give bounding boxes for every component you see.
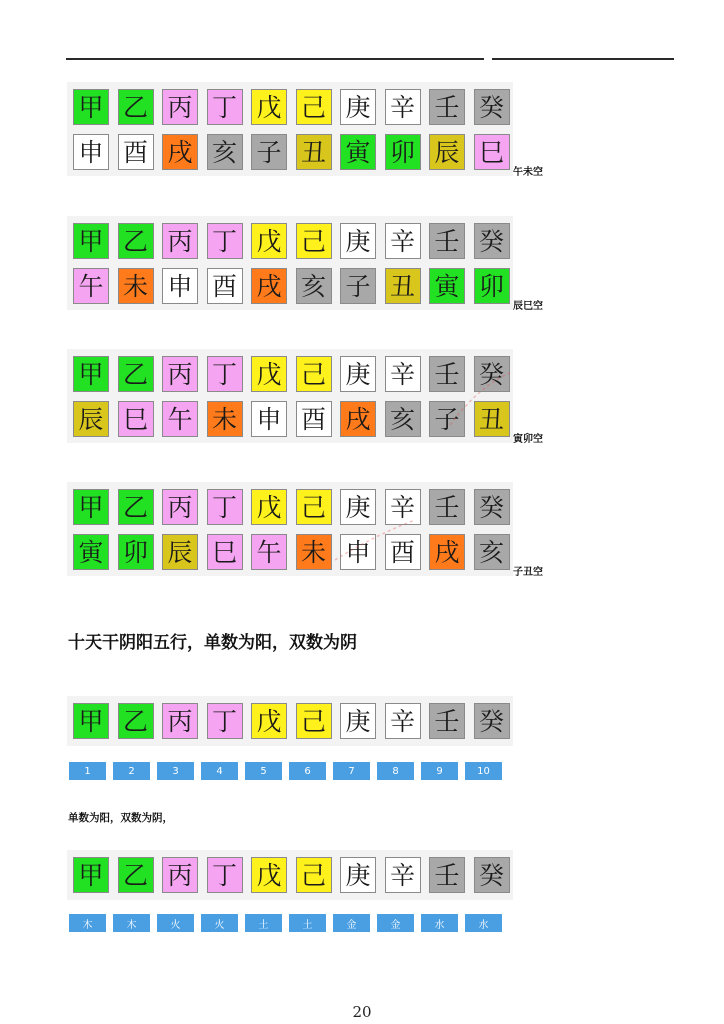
- stems-row: [73, 89, 510, 125]
- stem-cell: 辛: [385, 703, 421, 739]
- stem-cell: 甲: [73, 703, 109, 739]
- stem-cell: 戊: [251, 489, 287, 525]
- element-chip: 金: [377, 914, 414, 932]
- branch-cell: 卯: [385, 134, 421, 170]
- stem-cell: 戊: [251, 703, 287, 739]
- element-chip: 金: [333, 914, 370, 932]
- branch-cell: 酉: [385, 534, 421, 570]
- branch-cell: 子: [251, 134, 287, 170]
- element-chip: 火: [201, 914, 238, 932]
- stems-number-panel: [67, 696, 513, 746]
- number-chip: 1: [69, 762, 106, 780]
- stem-cell: 丙: [162, 703, 198, 739]
- branch-cell: 丑: [474, 401, 510, 437]
- xun-table: [67, 216, 513, 310]
- stem-cell: 甲: [73, 489, 109, 525]
- number-chip: 6: [289, 762, 326, 780]
- stem-cell: 丁: [207, 857, 243, 893]
- branch-cell: 酉: [118, 134, 154, 170]
- stem-cell: 乙: [118, 489, 154, 525]
- stem-cell: 丙: [162, 857, 198, 893]
- stem-cell: 己: [296, 223, 332, 259]
- element-chip: 木: [113, 914, 150, 932]
- stem-cell: 甲: [73, 223, 109, 259]
- parity-note: 单数为阳，双数为阴，: [68, 812, 173, 824]
- stem-cell: 甲: [73, 89, 109, 125]
- stem-cell: 癸: [474, 223, 510, 259]
- branch-cell: 未: [118, 268, 154, 304]
- branch-cell: 亥: [385, 401, 421, 437]
- number-chip: 4: [201, 762, 238, 780]
- element-labels-bar: [69, 914, 502, 932]
- empty-branches-label: 寅卯空: [513, 434, 543, 445]
- stem-cell: 己: [296, 703, 332, 739]
- header-rule-left: [66, 58, 484, 60]
- stem-cell: 癸: [474, 857, 510, 893]
- number-chip: 2: [113, 762, 150, 780]
- branch-cell: 酉: [296, 401, 332, 437]
- branch-cell: 辰: [429, 134, 465, 170]
- stem-cell: 辛: [385, 489, 421, 525]
- stem-cell: 庚: [340, 89, 376, 125]
- stem-cell: 辛: [385, 223, 421, 259]
- stem-cell: 癸: [474, 703, 510, 739]
- stem-cell: 丙: [162, 356, 198, 392]
- stem-cell: 丁: [207, 356, 243, 392]
- stem-cell: 庚: [340, 489, 376, 525]
- branch-cell: 辰: [73, 401, 109, 437]
- stem-cell: 乙: [118, 89, 154, 125]
- branch-cell: 申: [162, 268, 198, 304]
- xun-table: [67, 82, 513, 176]
- number-chip: 9: [421, 762, 458, 780]
- branch-cell: 寅: [73, 534, 109, 570]
- xun-table: [67, 349, 513, 443]
- branches-row: [73, 134, 510, 170]
- branch-cell: 酉: [207, 268, 243, 304]
- stem-cell: 壬: [429, 223, 465, 259]
- stem-cell: 己: [296, 489, 332, 525]
- stem-cell: 乙: [118, 703, 154, 739]
- branches-row: [73, 268, 510, 304]
- xun-table: [67, 482, 513, 576]
- branch-cell: 子: [429, 401, 465, 437]
- element-chip: 土: [289, 914, 326, 932]
- stem-cell: 壬: [429, 489, 465, 525]
- stem-cell: 辛: [385, 857, 421, 893]
- element-chip: 水: [465, 914, 502, 932]
- branches-row: [73, 401, 510, 437]
- empty-branches-label: 午未空: [513, 167, 543, 178]
- stem-cell: 癸: [474, 356, 510, 392]
- branch-cell: 戌: [429, 534, 465, 570]
- stems-row: [73, 703, 510, 739]
- stem-cell: 戊: [251, 223, 287, 259]
- stem-cell: 己: [296, 857, 332, 893]
- number-chip: 5: [245, 762, 282, 780]
- stem-cell: 庚: [340, 356, 376, 392]
- branch-cell: 寅: [429, 268, 465, 304]
- branch-cell: 巳: [207, 534, 243, 570]
- stem-cell: 丙: [162, 89, 198, 125]
- stem-cell: 癸: [474, 89, 510, 125]
- header-rule-right: [492, 58, 674, 60]
- branch-cell: 亥: [296, 268, 332, 304]
- stem-cell: 壬: [429, 857, 465, 893]
- section-heading: 十天干阴阳五行，单数为阳，双数为阴: [68, 633, 357, 653]
- branch-cell: 巳: [474, 134, 510, 170]
- stem-cell: 己: [296, 356, 332, 392]
- stems-row: [73, 223, 510, 259]
- number-chip: 3: [157, 762, 194, 780]
- stem-cell: 庚: [340, 223, 376, 259]
- branch-cell: 亥: [474, 534, 510, 570]
- branch-cell: 巳: [118, 401, 154, 437]
- stem-cell: 戊: [251, 857, 287, 893]
- stem-cell: 庚: [340, 857, 376, 893]
- stem-cell: 乙: [118, 356, 154, 392]
- stems-row: [73, 489, 510, 525]
- stem-cell: 庚: [340, 703, 376, 739]
- branch-cell: 午: [73, 268, 109, 304]
- number-chip: 8: [377, 762, 414, 780]
- branch-cell: 亥: [207, 134, 243, 170]
- branch-cell: 午: [251, 534, 287, 570]
- branch-cell: 丑: [296, 134, 332, 170]
- branch-cell: 申: [73, 134, 109, 170]
- stem-cell: 戊: [251, 356, 287, 392]
- branch-cell: 午: [162, 401, 198, 437]
- stem-cell: 壬: [429, 89, 465, 125]
- branch-cell: 寅: [340, 134, 376, 170]
- stem-cell: 己: [296, 89, 332, 125]
- branch-cell: 申: [340, 534, 376, 570]
- stem-cell: 辛: [385, 89, 421, 125]
- stem-cell: 癸: [474, 489, 510, 525]
- element-chip: 水: [421, 914, 458, 932]
- stem-cell: 甲: [73, 356, 109, 392]
- branch-cell: 丑: [385, 268, 421, 304]
- stem-cell: 戊: [251, 89, 287, 125]
- stem-cell: 丁: [207, 223, 243, 259]
- number-labels-bar: [69, 762, 502, 780]
- stem-cell: 乙: [118, 857, 154, 893]
- stem-cell: 丁: [207, 703, 243, 739]
- stem-cell: 壬: [429, 703, 465, 739]
- stems-element-panel: [67, 850, 513, 900]
- branch-cell: 戌: [340, 401, 376, 437]
- branch-cell: 未: [296, 534, 332, 570]
- branch-cell: 卯: [118, 534, 154, 570]
- stem-cell: 乙: [118, 223, 154, 259]
- empty-branches-label: 辰巳空: [513, 301, 543, 312]
- element-chip: 木: [69, 914, 106, 932]
- branch-cell: 辰: [162, 534, 198, 570]
- branches-row: [73, 534, 510, 570]
- element-chip: 火: [157, 914, 194, 932]
- branch-cell: 戌: [162, 134, 198, 170]
- branch-cell: 子: [340, 268, 376, 304]
- empty-branches-label: 子丑空: [513, 567, 543, 578]
- stem-cell: 丁: [207, 489, 243, 525]
- stems-row: [73, 356, 510, 392]
- stem-cell: 丙: [162, 223, 198, 259]
- stem-cell: 甲: [73, 857, 109, 893]
- stems-row: [73, 857, 510, 893]
- stem-cell: 辛: [385, 356, 421, 392]
- page-number: 20: [352, 1003, 372, 1021]
- stem-cell: 丁: [207, 89, 243, 125]
- branch-cell: 戌: [251, 268, 287, 304]
- branch-cell: 申: [251, 401, 287, 437]
- number-chip: 7: [333, 762, 370, 780]
- branch-cell: 未: [207, 401, 243, 437]
- branch-cell: 卯: [474, 268, 510, 304]
- stem-cell: 壬: [429, 356, 465, 392]
- element-chip: 土: [245, 914, 282, 932]
- number-chip: 10: [465, 762, 502, 780]
- stem-cell: 丙: [162, 489, 198, 525]
